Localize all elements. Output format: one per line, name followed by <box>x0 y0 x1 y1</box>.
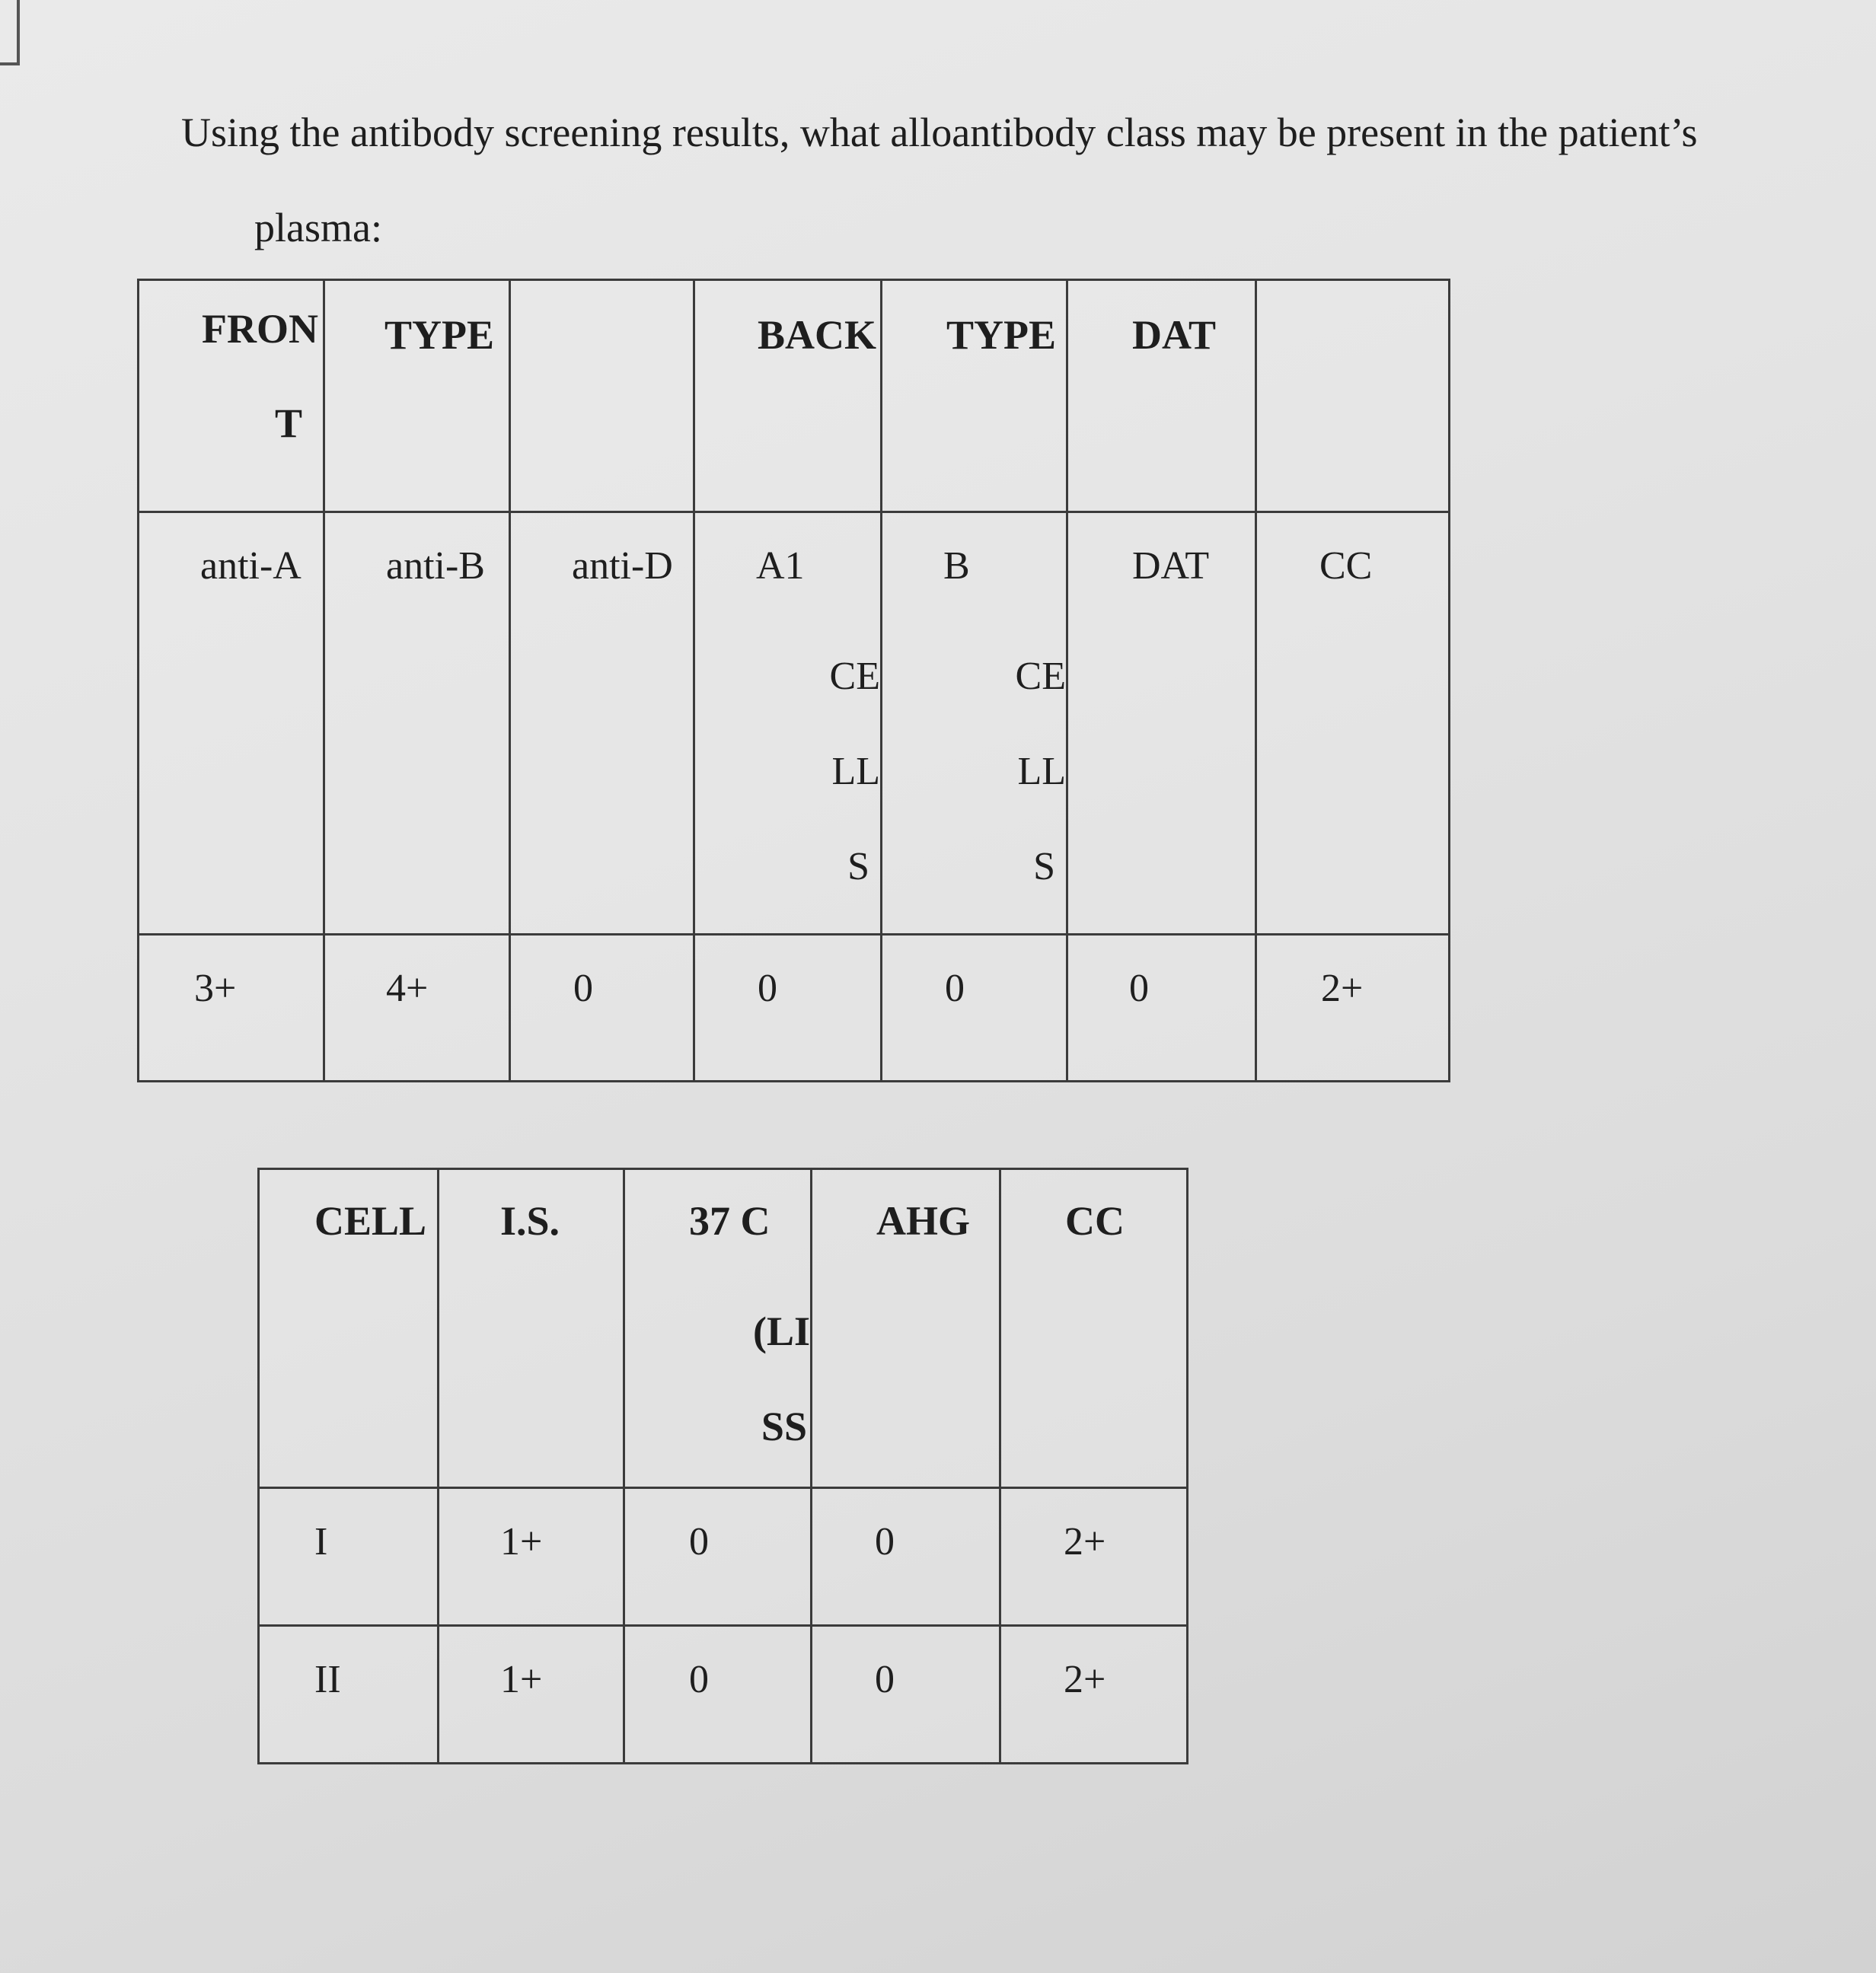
row-1-37c <box>624 1488 812 1626</box>
screen-header-cell <box>259 1169 439 1488</box>
screen-header-37c <box>624 1169 812 1488</box>
screen-header-37c-wrap <box>734 1284 810 1474</box>
header-back-label: BACK <box>758 312 877 358</box>
row-1-cc <box>1000 1488 1188 1626</box>
sub-anti-b-label: anti-B <box>386 544 485 588</box>
question-text <box>181 85 1750 276</box>
value-cell-a1 <box>694 935 882 1082</box>
header-cell-type-1 <box>324 280 510 512</box>
value-cc: 2+ <box>1321 967 1364 1010</box>
row-2-37c-value: 0 <box>689 1658 709 1701</box>
header-front-label: FRON <box>202 306 318 352</box>
screen-header-cc-label: CC <box>1065 1198 1125 1244</box>
row-1-cell <box>259 1488 439 1626</box>
row-2-ahg-value: 0 <box>875 1658 895 1701</box>
row-1-is-value: 1+ <box>500 1520 543 1563</box>
value-cell-cc <box>1256 935 1450 1082</box>
a1-cells-part-2: LL <box>831 750 880 793</box>
value-cell-anti-a <box>139 935 324 1082</box>
screen-row-2 <box>259 1626 1188 1764</box>
sub-cc-label: CC <box>1319 544 1373 588</box>
sub-cell-dat <box>1067 512 1256 935</box>
sub-cell-anti-b <box>324 512 510 935</box>
sub-cell-anti-d <box>510 512 694 935</box>
sub-cell-b <box>882 512 1067 935</box>
row-2-cell <box>259 1626 439 1764</box>
row-1-cell-value: I <box>314 1520 328 1563</box>
value-anti-b: 4+ <box>386 967 429 1010</box>
screen-37c-wrap-part-1: (LI <box>752 1308 810 1354</box>
screen-header-is-label: I.S. <box>500 1198 560 1244</box>
a1-cells-part-1: CE <box>829 655 880 698</box>
row-1-37c-value: 0 <box>689 1520 709 1563</box>
value-anti-d: 0 <box>573 967 593 1010</box>
header-cell-type-2 <box>882 280 1067 512</box>
screen-header-ahg-label: AHG <box>876 1198 971 1244</box>
row-2-37c <box>624 1626 812 1764</box>
typing-values-row <box>139 935 1450 1082</box>
row-2-cc-value: 2+ <box>1064 1658 1106 1701</box>
sub-cell-cc <box>1256 512 1450 935</box>
antibody-screen-table <box>257 1168 1188 1764</box>
sub-a1-label: A1 <box>756 544 805 588</box>
screen-row-1 <box>259 1488 1188 1626</box>
sub-cell-a1 <box>694 512 882 935</box>
header-dat-label: DAT <box>1132 312 1217 358</box>
row-2-is <box>439 1626 624 1764</box>
value-cell-anti-d <box>510 935 694 1082</box>
header-cell-empty-1 <box>510 280 694 512</box>
value-a1: 0 <box>758 967 777 1010</box>
screen-header-cell-label: CELL <box>314 1198 427 1244</box>
row-2-ahg <box>812 1626 1000 1764</box>
screen-header-is <box>439 1169 624 1488</box>
sub-anti-d-label: anti-D <box>572 544 673 588</box>
header-cell-front <box>139 280 324 512</box>
value-cell-dat <box>1067 935 1256 1082</box>
sub-b-label: B <box>943 544 970 588</box>
question-line-2: plasma: <box>254 205 382 250</box>
screen-header-row <box>259 1169 1188 1488</box>
screen-header-37c-label: 37 C <box>689 1198 770 1244</box>
typing-subheader-row <box>139 512 1450 935</box>
value-cell-anti-b <box>324 935 510 1082</box>
header-type-2-label: TYPE <box>946 312 1057 358</box>
row-1-is <box>439 1488 624 1626</box>
row-2-cell-value: II <box>314 1658 341 1701</box>
sub-b-cells-wrap <box>975 629 1066 914</box>
header-type-1-label: TYPE <box>384 312 495 358</box>
header-cell-empty-2 <box>1256 280 1450 512</box>
row-2-cc <box>1000 1626 1188 1764</box>
value-anti-a: 3+ <box>194 967 237 1010</box>
header-front-wrap: T <box>275 400 303 446</box>
typing-header-row <box>139 280 1450 512</box>
value-dat: 0 <box>1129 967 1149 1010</box>
screen-37c-wrap-part-2: SS <box>761 1404 807 1449</box>
row-1-cc-value: 2+ <box>1064 1520 1106 1563</box>
sub-cell-anti-a <box>139 512 324 935</box>
header-cell-back <box>694 280 882 512</box>
sub-dat-label: DAT <box>1132 544 1210 588</box>
screen-header-cc <box>1000 1169 1188 1488</box>
sub-a1-cells-wrap <box>789 629 880 914</box>
value-b: 0 <box>945 967 965 1010</box>
row-1-ahg <box>812 1488 1000 1626</box>
header-cell-dat <box>1067 280 1256 512</box>
b-cells-part-3: S <box>1033 845 1055 888</box>
b-cells-part-1: CE <box>1015 655 1066 698</box>
sub-anti-a-label: anti-A <box>200 544 302 588</box>
b-cells-part-2: LL <box>1017 750 1066 793</box>
value-cell-b <box>882 935 1067 1082</box>
screen-header-ahg <box>812 1169 1000 1488</box>
a1-cells-part-3: S <box>847 845 869 888</box>
page-corner-mark <box>0 0 20 65</box>
blood-typing-table <box>137 279 1450 1082</box>
question-line-1: Using the antibody screening results, what alloantibody class may be present in the patient’s <box>181 110 1698 155</box>
row-1-ahg-value: 0 <box>875 1520 895 1563</box>
row-2-is-value: 1+ <box>500 1658 543 1701</box>
